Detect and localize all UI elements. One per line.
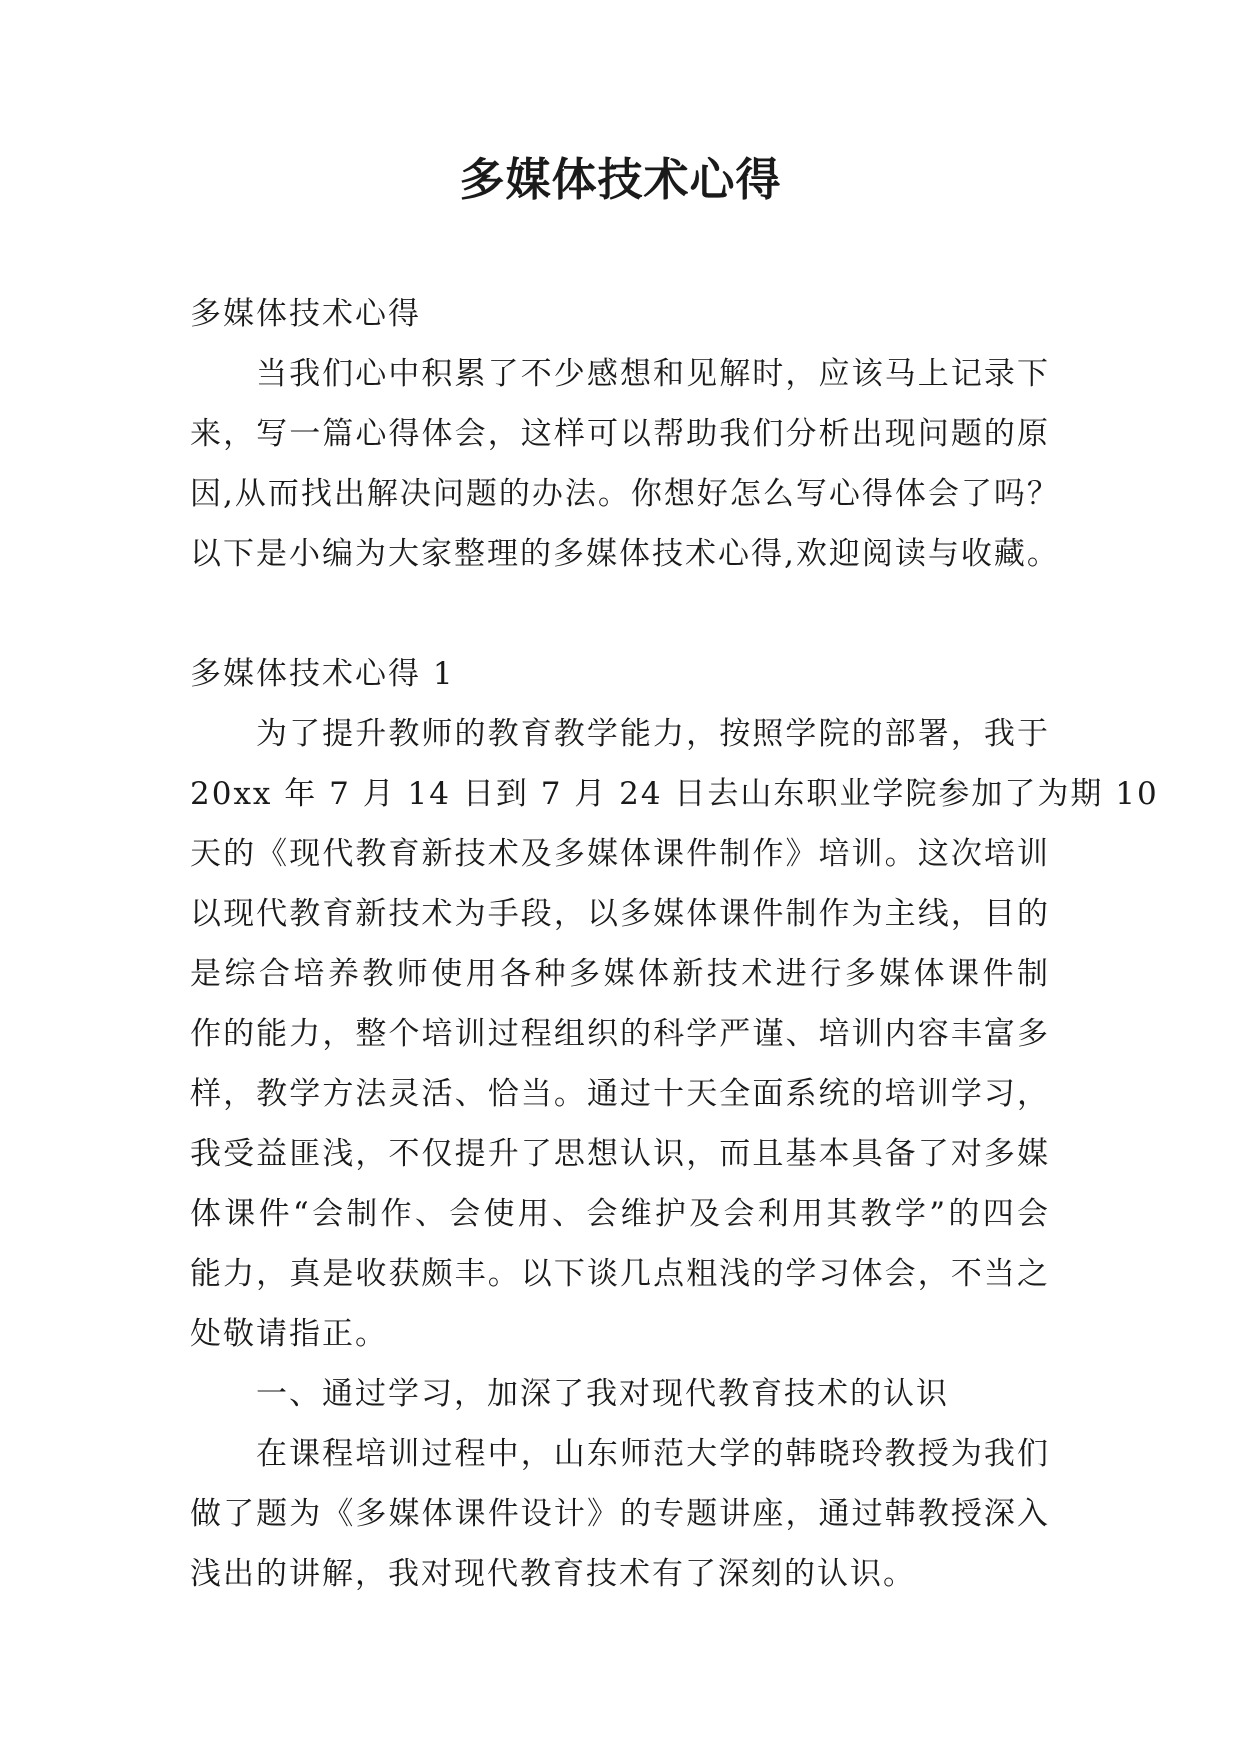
- paragraph-line: 我受益匪浅，不仅提升了思想认识，而且基本具备了对多媒: [190, 1136, 1050, 1172]
- paragraph-line: 体课件“会制作、会使用、会维护及会利用其教学”的四会: [190, 1196, 1050, 1232]
- paragraph-line: 是综合培养教师使用各种多媒体新技术进行多媒体课件制: [190, 956, 1050, 992]
- paragraph-line: 在课程培训过程中，山东师范大学的韩晓玲教授为我们: [256, 1436, 1050, 1472]
- paragraph-line: 浅出的讲解，我对现代教育技术有了深刻的认识。: [190, 1556, 916, 1592]
- point-heading: 一、通过学习，加深了我对现代教育技术的认识: [256, 1376, 949, 1412]
- paragraph-line: 因,从而找出解决问题的办法。你想好怎么写心得体会了吗？: [190, 476, 1060, 512]
- paragraph-line: 以现代教育新技术为手段，以多媒体课件制作为主线，目的: [190, 896, 1050, 932]
- paragraph-line: 来，写一篇心得体会，这样可以帮助我们分析出现问题的原: [190, 416, 1050, 452]
- paragraph-line: 当我们心中积累了不少感想和见解时，应该马上记录下: [256, 356, 1050, 392]
- paragraph-gap: [190, 584, 1050, 644]
- paragraph-line: 能力，真是收获颇丰。以下谈几点粗浅的学习体会，不当之: [190, 1256, 1050, 1292]
- paragraph-line: 天的《现代教育新技术及多媒体课件制作》培训。这次培训: [190, 836, 1050, 872]
- paragraph-line: 做了题为《多媒体课件设计》的专题讲座，通过韩教授深入: [190, 1496, 1050, 1532]
- document-body: [190, 284, 1159, 1604]
- intro-heading: 多媒体技术心得: [190, 296, 421, 332]
- paragraph-line: 20xx 年 7 月 14 日到 7 月 24 日去山东职业学院参加了为期 10: [190, 776, 1159, 812]
- paragraph-line: 样，教学方法灵活、恰当。通过十天全面系统的培训学习，: [190, 1076, 1050, 1112]
- document-title: 多媒体技术心得: [459, 153, 782, 206]
- section-heading: 多媒体技术心得 1: [190, 656, 455, 692]
- paragraph-line: 处敬请指正。: [190, 1316, 388, 1352]
- paragraph-line: 以下是小编为大家整理的多媒体技术心得,欢迎阅读与收藏。: [190, 536, 1060, 572]
- paragraph-line: 为了提升教师的教育教学能力，按照学院的部署，我于: [256, 716, 1050, 752]
- paragraph-line: 作的能力，整个培训过程组织的科学严谨、培训内容丰富多: [190, 1016, 1050, 1052]
